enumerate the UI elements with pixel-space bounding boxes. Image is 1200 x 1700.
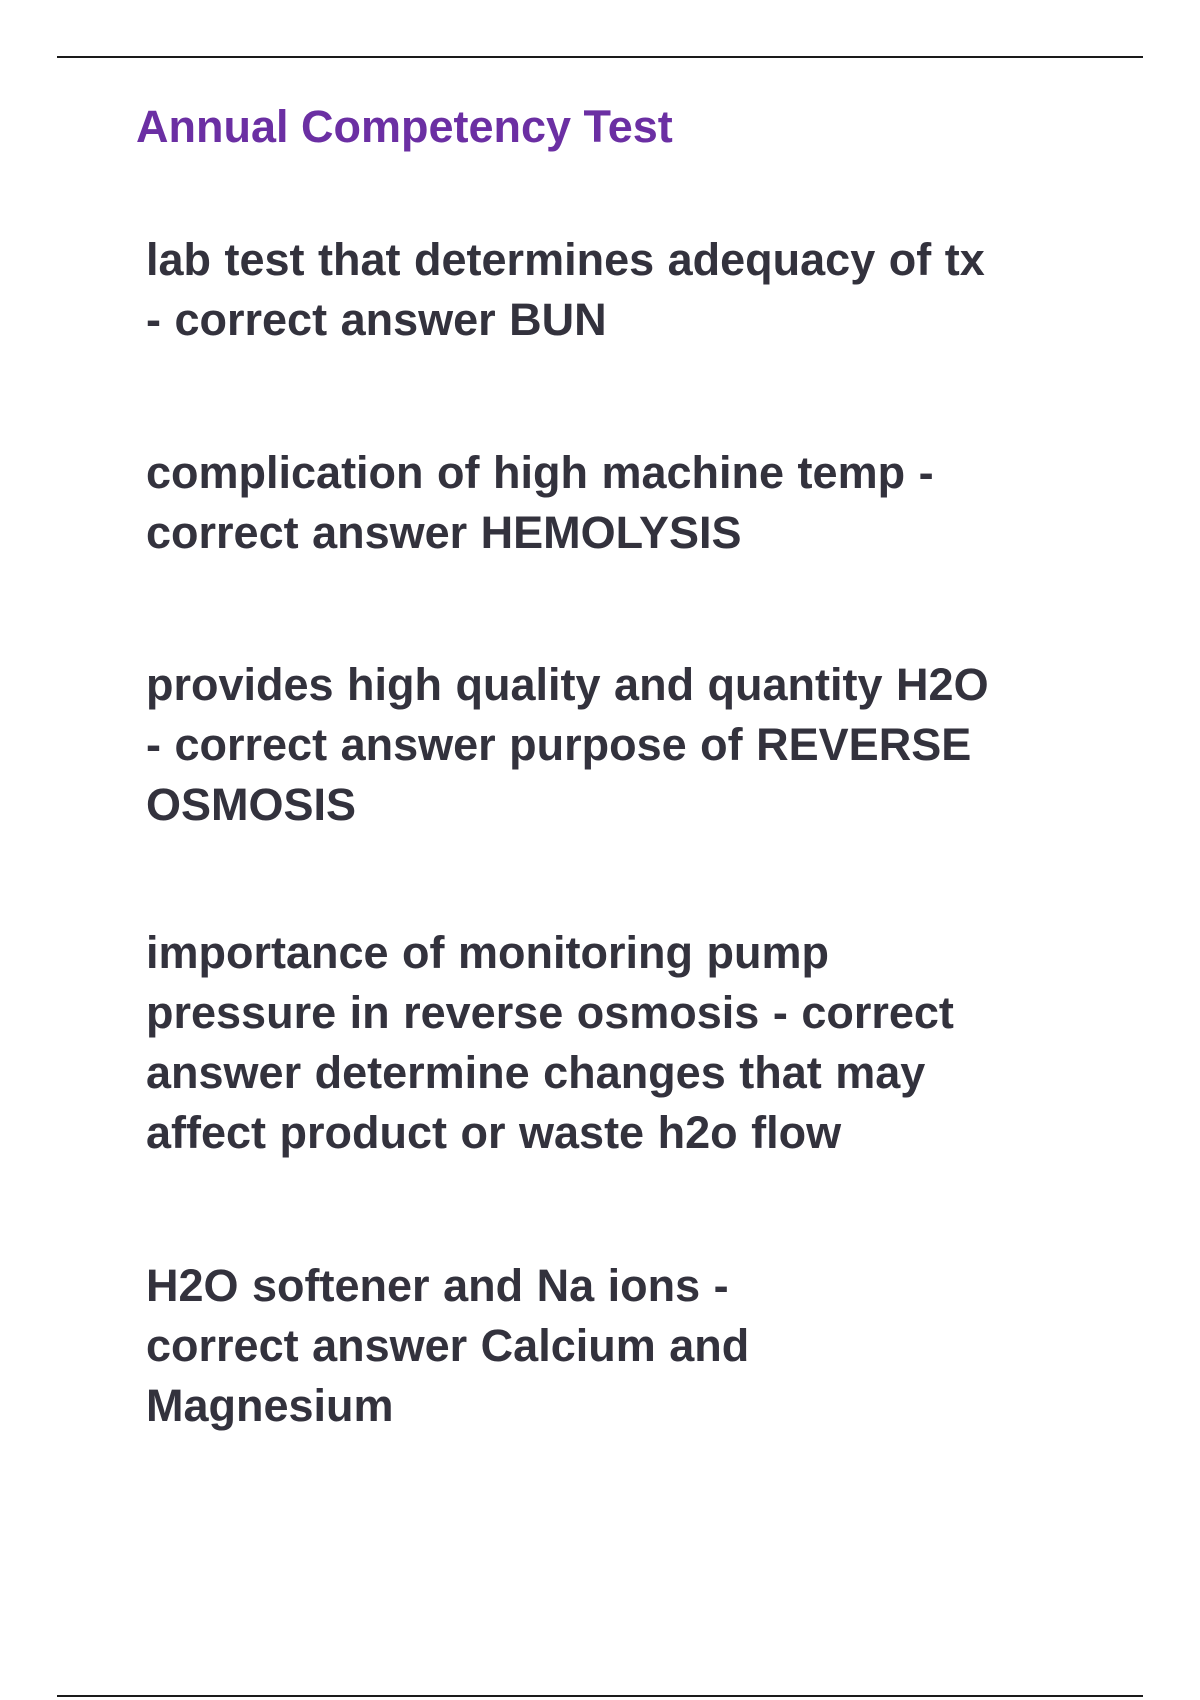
qa-item-bun: lab test that determines adequacy of tx - correct answer BUN [146,234,985,345]
qa-item-pump-pressure: importance of monitoring pump pressure in reverse osmosis - correct answer determine changes that may affect product or waste h2o flow [146,927,954,1158]
bottom-divider [57,1695,1143,1697]
qa-item-reverse-osmosis: provides high quality and quantity H2O - correct answer purpose of REVERSE OSMOSIS [146,659,989,830]
qa-item-water-softener: H2O softener and Na ions - correct answer Calcium and Magnesium [146,1260,750,1431]
top-divider [57,56,1143,58]
page-title: Annual Competency Test [136,101,673,152]
qa-item-hemolysis: complication of high machine temp - correct answer HEMOLYSIS [146,447,934,558]
